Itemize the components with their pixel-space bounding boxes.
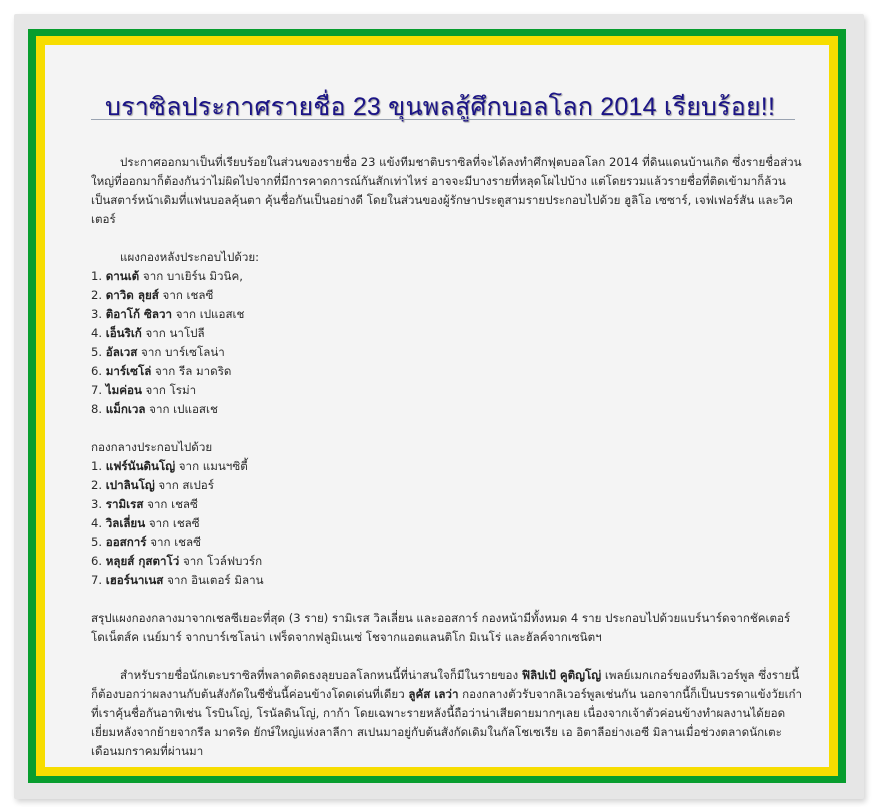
closing-paragraph: สำหรับรายชื่อนักเตะบราซิลที่พลาดติดธงลุยบอลโลกหนนี้ที่น่าสนใจก็มีในรายของ ฟิลิปเป้ คูติญโญ่ เพลย์เมกเกอร์ของทีมลิเวอร์พูล ซึ่งรายนี้ก็ต้องบอกว่าผลงานกับต้นสังกัดในซีซั่นนี้ค่อนข้างโดดเด่นที่เดียว ลูคัส เลว่า กองกลางตัวรับจากลิเวอร์พูลเช่นกัน นอกจากนี้ก็เป็นบรรดาแข้งวัยเก๋าที่เราคุ้นชื่อกันอาทิเช่น โรบินโญ่, โรนัลดินโญ่, กาก้า โดยเฉพาะรายหลังนี้ถือว่าน่าเสียดายมากๆเลย เนื่องจากเจ้าตัวค่อนข้างทำผลงานได้ยอดเยี่ยมหลังจากย้ายจากรีล มาดริด ยักษ์ใหญ่แห่งลาลีกา สเปนมาอยู่กับต้นสังกัดเดิมในกัลโชเซเรีย เอ อิตาลีอย่างเอซี มิลานเมื่อช่วงตลาดนักเตะเดือนมกราคมที่ผ่านมา <box>91 668 803 758</box>
list-item: 1. แฟร์นันดินโญ่ จาก แมนฯซิตี้ <box>91 459 248 473</box>
player-name: แฟร์นันดินโญ่ <box>105 459 176 473</box>
player-name: ดาวิด ลุยส์ <box>105 288 159 302</box>
player-name: เปาลินโญ่ <box>105 478 155 492</box>
list-item: 4. วิลเลี่ยน จาก เชลซี <box>91 516 200 530</box>
player-name: เฮอร์นาเนส <box>105 573 164 587</box>
list-item: 5. ออสการ์ จาก เชลซี <box>91 535 202 549</box>
list-item: 7. เฮอร์นาเนส จาก อินเตอร์ มิลาน <box>91 573 264 587</box>
player-name: วิลเลี่ยน <box>105 516 146 530</box>
article-title: บราซิลประกาศรายชื่อ 23 ขุนพลสู้ศึกบอลโลก 2014 เรียบร้อย!! <box>105 93 776 121</box>
player-name: มาร์เซโล่ <box>105 364 152 378</box>
player-name: แม็กเวล <box>105 402 146 416</box>
summary-paragraph: สรุปแผงกองกลางมาจากเชลซีเยอะที่สุด (3 ราย) รามิเรส วิลเลี่ยน และออสการ์ กองหน้ามีทั้งหมด 4 ราย ประกอบไปด้วยแบร์นาร์ดจากชัคเตอร์ โดเน็ตส์ค เนย์มาร์ จากบาร์เซโลน่า เฟร็ดจากฟลูมิเนเซ่ โชจากแอตแลนติโก มิเนโร่ และฮัลค์จากเซนิตฯ <box>91 611 791 644</box>
player-name: หลุยส์ กุสตาโว่ <box>105 554 180 568</box>
article-body <box>91 153 805 767</box>
player-name: อัลเวส <box>105 345 138 359</box>
midfielders-heading: กองกลางประกอบไปด้วย <box>91 440 213 454</box>
player-name: ลูคัส เลว่า <box>408 687 459 701</box>
list-item: 4. เอ็นริเก้ จาก นาโปลี <box>91 326 205 340</box>
list-item: 5. อัลเวส จาก บาร์เซโลน่า <box>91 345 225 359</box>
player-name: ไมค่อน <box>105 383 142 397</box>
defenders-section <box>91 248 805 419</box>
list-item: 8. แม็กเวล จาก เปแอสเช <box>91 402 218 416</box>
list-item: 1. ดานเต้ จาก บาเยิร์น มิวนิค, <box>91 269 243 283</box>
player-name: ดานเต้ <box>105 269 140 283</box>
title-divider <box>91 119 795 120</box>
list-item: 3. รามิเรส จาก เชลซี <box>91 497 198 511</box>
article-panel <box>45 45 829 767</box>
player-name: รามิเรส <box>105 497 144 511</box>
list-item: 6. หลุยส์ กุสตาโว่ จาก โวล์ฟบวร์ก <box>91 554 263 568</box>
player-name: ออสการ์ <box>105 535 147 549</box>
player-name: เอ็นริเก้ <box>105 326 142 340</box>
list-item: 7. ไมค่อน จาก โรม่า <box>91 383 197 397</box>
list-item: 6. มาร์เซโล่ จาก รีล มาดริด <box>91 364 232 378</box>
intro-paragraph: ประกาศออกมาเป็นที่เรียบร้อยในส่วนของรายชื่อ 23 แข้งทีมชาติบราซิลที่จะได้ลงทำศึกฟุตบอลโลก 2014 ที่ดินแดนบ้านเกิด ซึ่งรายชื่อส่วนใหญ่ที่ออกมาก็ต้องกันว่าไม่ผิดไปจากที่มีการคาดการณ์กันสักเท่าไหร่ อาจจะมีบางรายที่หลุดโผไปบ้าง แต่โดยรวมแล้วรายชื่อที่ติดเข้ามาก็ล้วนเป็นสตาร์หน้าเดิมที่แฟนบอลคุ้นตา คุ้นชื่อกันเป็นอย่างดี โดยในส่วนของผู้รักษาประตูสามรายประกอบไปด้วย ฮูลิโอ เซซาร์, เจฟเฟอร์สัน และวิคเตอร์ <box>91 155 802 226</box>
list-item: 3. ติอาโก้ ซิลวา จาก เปแอสเช <box>91 307 245 321</box>
list-item: 2. เปาลินโญ่ จาก สเปอร์ <box>91 478 215 492</box>
midfielders-list <box>91 457 805 590</box>
player-name: ฟิลิปเป้ คูติญโญ่ <box>521 668 602 682</box>
player-name: ติอาโก้ ซิลวา <box>105 307 173 321</box>
midfielders-section <box>91 438 805 590</box>
list-item: 2. ดาวิด ลุยส์ จาก เชลซี <box>91 288 214 302</box>
defenders-list <box>91 267 805 419</box>
defenders-heading: แผงกองหลังประกอบไปด้วย: <box>120 250 260 264</box>
